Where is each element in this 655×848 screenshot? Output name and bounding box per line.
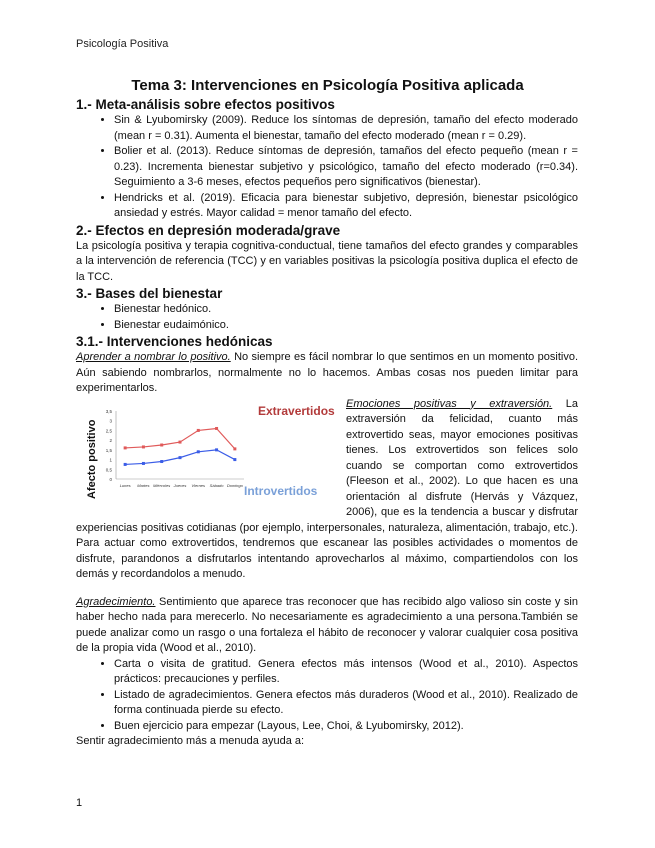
list-item: • Carta o visita de gratitud. Genera efectos más intensos (Wood et al., 2010). Aspectos prácticos: precauciones y perfiles.	[114, 657, 578, 688]
y-tick-label: 3	[109, 418, 112, 424]
x-tick-label: Miércoles	[153, 482, 171, 488]
list-item: • Bolier et al. (2013). Reduce síntomas de depresión, tamaños del efecto pequeño (mean r = 0.23). Incrementa bienestar subjetivo y psicológico, tamaño del efecto moderado (r=0.34). Seguimiento a 3-6 meses, efectos pequeños pero significativos (bienestar).	[114, 144, 578, 191]
data-point	[215, 426, 218, 429]
paragraph-title: Aprender a nombrar lo positivo.	[76, 351, 231, 363]
section-3-heading: 3.- Bases del bienestar	[76, 286, 223, 301]
chart-box	[76, 401, 338, 519]
data-point	[197, 450, 200, 453]
y-tick-label: 0,5	[105, 466, 112, 472]
data-point	[179, 440, 182, 443]
y-tick-label: 0	[109, 476, 112, 482]
section-1-list	[76, 113, 578, 222]
page-number: 1	[76, 797, 83, 809]
y-tick-label: 3,5	[105, 408, 112, 414]
legend-extravertidos: Extravertidos	[258, 403, 335, 418]
list-item: • Bienestar eudaimónico.	[114, 318, 578, 334]
page-header: Psicología Positiva	[76, 38, 169, 50]
section-2-text: La psicología positiva y terapia cognitiva-conductual, tiene tamaños del efecto grandes y comparables a la intervención de referencia (TCC) y en variables positivas la psicología positiva duplica el efecto de la TCC.	[76, 239, 578, 283]
data-point	[160, 460, 163, 463]
series-line-extravertidos	[125, 428, 235, 448]
content	[76, 96, 578, 750]
y-tick-label: 2	[109, 437, 112, 443]
list-item: • Hendricks et al. (2019). Eficacia para bienestar subjetivo, depresión, bienestar psicológico ansiedad y estrés. Mayor calidad = menor tamaño del efecto.	[114, 191, 578, 222]
list-item: • Sin & Lyubomirsky (2009). Reduce los síntomas de depresión, tamaño del efecto moderado (mean r = 0.31). Aumenta el bienestar, tamaño del efecto moderado (mean r = 0.29).	[114, 113, 578, 144]
x-tick-label: Martes	[137, 482, 150, 488]
data-point	[179, 456, 182, 459]
y-tick-label: 2,5	[105, 427, 112, 433]
x-tick-label: Jueves	[173, 482, 187, 488]
x-tick-label: Sábado	[209, 482, 224, 488]
y-axis-label: Afecto positivo	[86, 419, 98, 499]
list-item: • Bienestar hedónico.	[114, 302, 578, 318]
data-point	[233, 447, 236, 450]
legend-introvertidos: Introvertidos	[244, 483, 318, 498]
closing-line: Sentir agradecimiento más a menuda ayuda a:	[76, 735, 305, 747]
line-chart	[76, 401, 338, 519]
data-point	[124, 446, 127, 449]
section-3-1-heading: 3.1.- Intervenciones hedónicas	[76, 334, 273, 349]
list-item: • Buen ejercicio para empezar (Layous, Lee, Choi, & Lyubomirsky, 2012).	[114, 719, 578, 735]
x-tick-label: Lunes	[119, 482, 131, 488]
section-2-heading: 2.- Efectos en depresión moderada/grave	[76, 222, 341, 238]
data-point	[142, 461, 145, 464]
section-3-list	[76, 302, 578, 333]
data-point	[124, 462, 127, 465]
paragraph-extraversion	[76, 397, 578, 583]
section-1-heading: 1.- Meta-análisis sobre efectos positivos	[76, 97, 335, 112]
y-tick-label: 1	[109, 457, 112, 463]
data-point	[160, 443, 163, 446]
paragraph-body: La extraversión da felicidad, cuanto más extrovertido seas, mayor emociones positivas tienes. Los extrovertidos son felices solo cuando se comportan como extrovertidos (Fleeson et al., 2002). Lo que hacen es una orientación al disfrute (Hervás y Vázquez, 2006), que es la tendencia a buscar y disfrutar experiencias positivas cotidianas (por ejemplo, interpersonales, naturaleza, alimentación, trabajo, etc.). Para actuar como extrovertidos, tendremos que escanear las posibles actividades o momentos de disfrute, parandonos a disfrutarlos intentando aprovecharlos al máximo, compartiendolos con los demás y recordandolos a menudo.	[76, 397, 578, 580]
data-point	[215, 448, 218, 451]
paragraph-body: Sentimiento que aparece tras reconocer que has recibido algo valioso sin coste y sin haber hecho nada para merecerlo. No necesariamente es agradecimiento a una persona.También se puede analizar como un rasgo o una fortaleza el hábito de reconocer y valorar cualquier cosa positiva de la propia vida (Wood et al., 2010).	[76, 595, 578, 654]
x-tick-label: Domingo	[226, 482, 243, 488]
page-title: Tema 3: Intervenciones en Psicología Positiva aplicada	[131, 77, 524, 94]
paragraph-title: Emociones positivas y extraversión.	[346, 397, 553, 410]
paragraph-title: Agradecimiento.	[76, 595, 156, 608]
paragraph-body: No siempre es fácil nombrar lo que sentimos en un momento positivo. Aún sabiendo nombrarlos, normalmente no lo hacemos. Ambas cosas nos pueden limitar para experimentarlos.	[76, 351, 578, 394]
data-point	[233, 458, 236, 461]
list-item: • Listado de agradecimientos. Genera efectos más duraderos (Wood et al., 2010). Realizado de forma continuada pierde su efecto.	[114, 688, 578, 719]
x-tick-label: Viernes	[191, 482, 206, 488]
y-tick-label: 1,5	[105, 447, 112, 453]
data-point	[197, 428, 200, 431]
paragraph-nombrar	[76, 350, 578, 397]
paragraph-agradecimiento	[76, 595, 578, 657]
data-point	[142, 445, 145, 448]
gratitude-list	[76, 657, 578, 735]
